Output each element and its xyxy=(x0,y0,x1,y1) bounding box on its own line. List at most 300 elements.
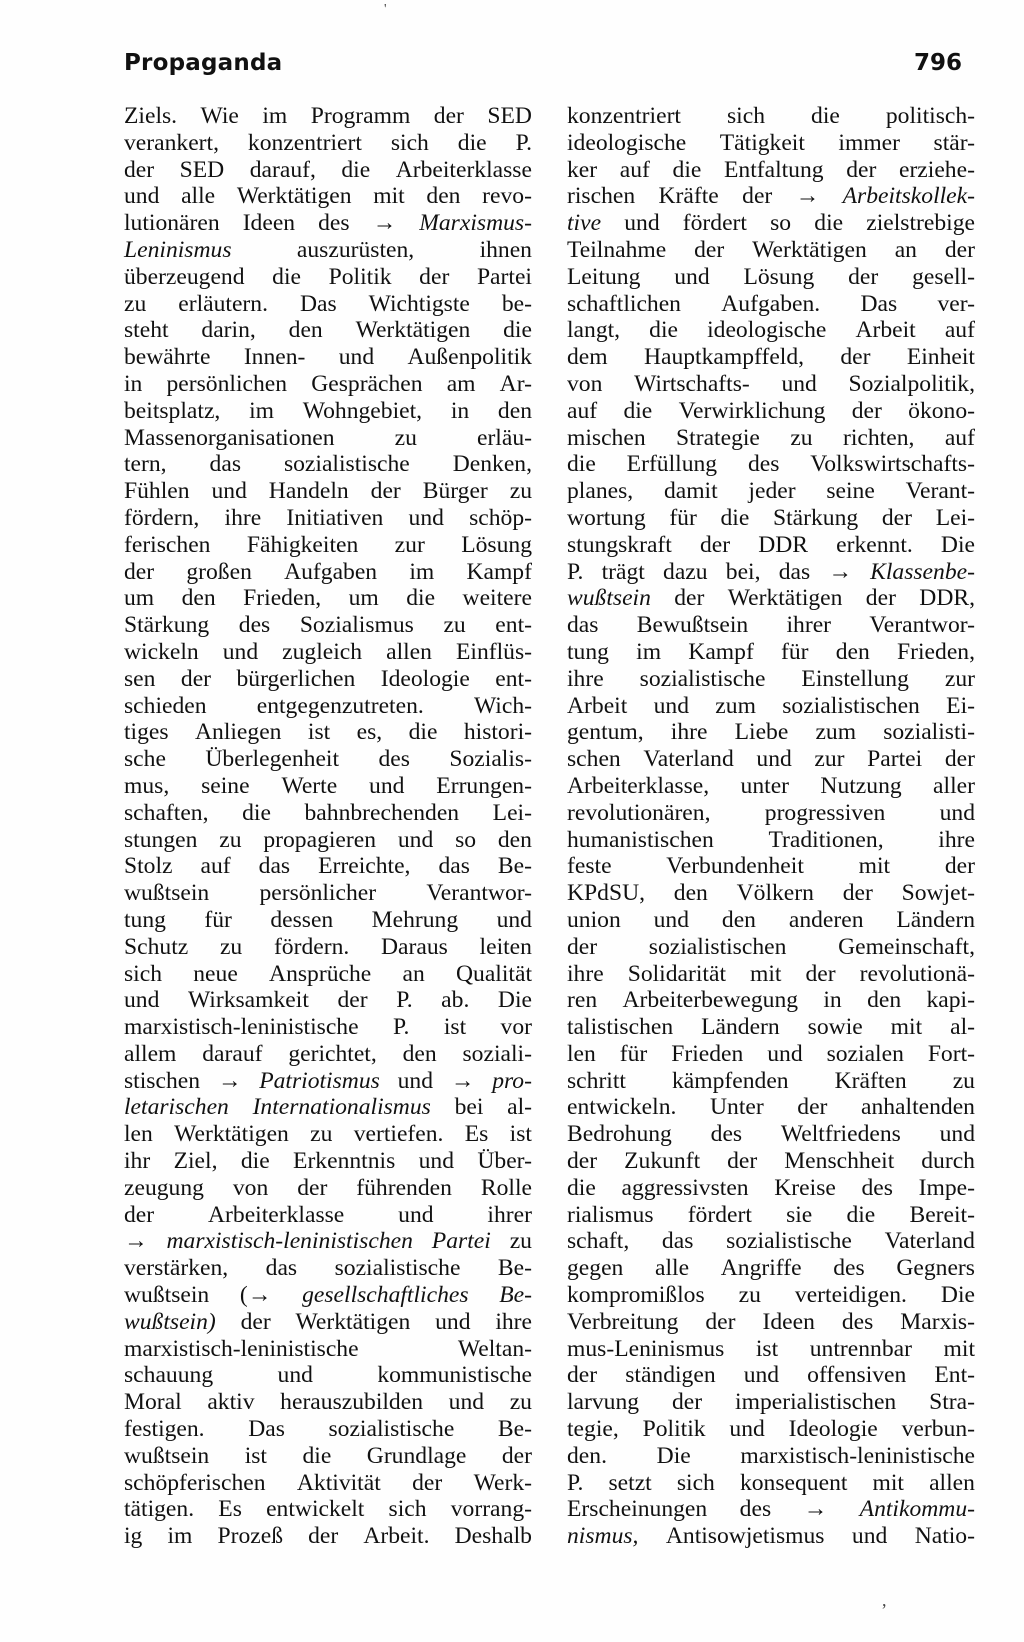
word: die xyxy=(240,1148,270,1175)
word: Ziel, xyxy=(173,1148,218,1175)
word: auf xyxy=(619,156,650,183)
word: des xyxy=(833,1255,865,1282)
word: und xyxy=(674,263,710,290)
word: konzentriert xyxy=(567,103,681,129)
text-line xyxy=(124,1255,532,1282)
word: Kräften xyxy=(834,1067,907,1094)
word: und xyxy=(418,1148,455,1175)
word: so xyxy=(770,210,792,237)
word: zu xyxy=(394,424,417,451)
text-line xyxy=(567,853,975,880)
text-line xyxy=(567,1470,975,1497)
word: darin, xyxy=(201,317,256,344)
text-line xyxy=(124,1202,532,1229)
word: ig xyxy=(124,1523,143,1550)
word: des xyxy=(318,210,350,237)
text-line xyxy=(567,1148,975,1175)
word: Moral xyxy=(124,1389,182,1416)
word: bahnbrechenden xyxy=(304,799,460,826)
word: der xyxy=(124,1201,155,1228)
text-line xyxy=(567,1014,975,1041)
word: der xyxy=(842,880,873,907)
word: zur xyxy=(944,665,975,692)
word: führenden xyxy=(356,1174,452,1201)
word: al- xyxy=(950,1014,975,1041)
word: wußtsein xyxy=(124,1282,210,1309)
text-line xyxy=(124,1175,532,1202)
word: marxistisch-leninistische xyxy=(124,1335,359,1362)
text-line xyxy=(567,1416,975,1443)
word: sie xyxy=(786,1201,813,1228)
word: zu xyxy=(219,933,243,960)
word: von xyxy=(232,1174,269,1201)
word: der xyxy=(848,263,879,290)
word: den xyxy=(497,397,532,424)
word: der xyxy=(742,183,773,210)
word: revolutionä- xyxy=(859,960,975,987)
word: zu xyxy=(790,424,813,451)
word: politisch- xyxy=(885,103,975,129)
word: für xyxy=(204,906,232,933)
text-line xyxy=(124,827,532,854)
word: Denken, xyxy=(452,451,532,478)
word: Verantwor- xyxy=(426,880,532,907)
word: um xyxy=(348,585,379,612)
word: auf xyxy=(944,317,975,344)
italic-word: Arbeitskollek- xyxy=(842,183,975,210)
text-line xyxy=(567,264,975,291)
word: alle xyxy=(181,183,216,210)
word: Vaterland xyxy=(884,1228,975,1255)
word: beitsplatz, xyxy=(124,397,221,424)
word: soziali- xyxy=(462,1040,532,1067)
word: zugleich xyxy=(282,638,363,665)
word: zu xyxy=(443,612,466,639)
word: Prozeß xyxy=(217,1523,283,1550)
word: das xyxy=(438,853,470,880)
word: darauf xyxy=(202,1040,263,1067)
word: P. xyxy=(396,987,413,1014)
word: der xyxy=(705,1308,736,1335)
word: stungskraft xyxy=(567,531,672,558)
word: des xyxy=(861,1174,893,1201)
text-line xyxy=(567,532,975,559)
word: ent- xyxy=(495,665,532,692)
word: Ideen xyxy=(242,210,296,237)
word: setzt xyxy=(608,1469,652,1496)
text-line xyxy=(124,987,532,1014)
word: fördert xyxy=(682,210,747,237)
word: um xyxy=(124,585,155,612)
word: Werte xyxy=(281,772,338,799)
text-line xyxy=(567,1336,975,1363)
text-line xyxy=(124,1121,532,1148)
word: mit xyxy=(872,1469,904,1496)
word: aller xyxy=(933,772,975,799)
word: im xyxy=(262,103,288,129)
word: stär- xyxy=(933,129,975,156)
word: wußtsein xyxy=(124,880,210,907)
word: die xyxy=(302,1442,332,1469)
scan-speck-mark: ' xyxy=(384,2,387,17)
word: allen xyxy=(929,1469,975,1496)
word: auf xyxy=(200,853,231,880)
word: den xyxy=(181,585,216,612)
text-line xyxy=(567,1255,975,1282)
word: Kreise xyxy=(774,1174,836,1201)
word: dessen xyxy=(270,906,334,933)
word: Hauptkampffeld, xyxy=(643,344,805,371)
word: der xyxy=(840,344,871,371)
word: den xyxy=(835,638,870,665)
word: Die xyxy=(940,1282,975,1309)
word: Arbeit. xyxy=(363,1523,430,1550)
word: SED xyxy=(179,156,225,183)
word: zum xyxy=(815,719,857,746)
word: gerichtet, xyxy=(288,1040,377,1067)
word: darauf, xyxy=(249,156,316,183)
word: tung xyxy=(124,906,166,933)
word: und xyxy=(435,1308,471,1335)
word: Verant- xyxy=(905,478,975,505)
word: Antisowjetismus xyxy=(665,1523,825,1550)
word: Initiativen xyxy=(286,504,384,531)
text-line xyxy=(567,719,975,746)
word: Wirtschafts- xyxy=(634,370,750,397)
word: Stärkung xyxy=(124,612,210,639)
word: ihre xyxy=(567,960,604,987)
word: mit xyxy=(750,960,782,987)
word: mit xyxy=(890,1014,923,1041)
text-line xyxy=(124,291,532,318)
word: vor xyxy=(500,1014,532,1041)
word: Arbeiterbewegung xyxy=(622,987,799,1014)
text-line xyxy=(124,317,532,344)
word: ferischen xyxy=(124,531,211,558)
word: Das xyxy=(248,1416,285,1443)
word: den xyxy=(497,826,532,853)
word: konzentriert xyxy=(247,129,362,156)
word: Anliegen xyxy=(194,719,282,746)
word: die xyxy=(623,397,653,424)
text-line xyxy=(124,157,532,184)
word: konsequent xyxy=(739,1469,848,1496)
word: und xyxy=(653,906,690,933)
word: histori- xyxy=(463,719,532,746)
word: ent- xyxy=(495,612,532,639)
word: planes, xyxy=(567,478,634,505)
word: verstärken, xyxy=(124,1255,229,1282)
text-line xyxy=(567,451,975,478)
text-line xyxy=(567,130,975,157)
word: allem xyxy=(124,1040,177,1067)
text-line xyxy=(567,800,975,827)
word: im xyxy=(167,1523,193,1550)
word: für xyxy=(669,504,697,531)
word: am xyxy=(446,370,476,397)
word: Traditionen, xyxy=(768,826,884,853)
text-line xyxy=(124,478,532,505)
word: der xyxy=(240,1308,271,1335)
text-line xyxy=(567,1121,975,1148)
word: stungen xyxy=(124,826,198,853)
word: Errungen- xyxy=(436,772,532,799)
word: zeugung xyxy=(124,1174,204,1201)
word: der xyxy=(944,853,975,880)
text-line xyxy=(567,371,975,398)
text-line xyxy=(567,183,975,210)
text-line xyxy=(567,1041,975,1068)
word: ihre xyxy=(938,826,975,853)
text-line xyxy=(567,666,975,693)
word: herauszubilden xyxy=(280,1389,423,1416)
word: vorrang- xyxy=(450,1496,532,1523)
word: es, xyxy=(356,719,383,746)
word: des xyxy=(238,612,271,639)
word: und xyxy=(124,183,160,210)
text-line xyxy=(567,1443,975,1470)
word: ren xyxy=(567,987,598,1014)
word: Tätigkeit xyxy=(719,129,805,156)
word: Kräfte xyxy=(658,183,719,210)
word: Aktivität xyxy=(296,1469,381,1496)
word: schaften, xyxy=(124,799,209,826)
word: Aufgaben. xyxy=(721,290,821,317)
word: Sozialis- xyxy=(449,746,532,773)
word: sich xyxy=(390,129,429,156)
word: des xyxy=(841,1308,874,1335)
word: unter xyxy=(740,772,790,799)
word: die xyxy=(272,263,301,290)
word: fördert xyxy=(687,1201,752,1228)
word: und xyxy=(211,478,247,505)
word: gegen xyxy=(567,1255,624,1282)
word: Die xyxy=(940,531,975,558)
word: Kampf xyxy=(688,638,754,665)
word: ihnen xyxy=(479,236,532,263)
word: die xyxy=(406,585,436,612)
text-line xyxy=(567,827,975,854)
word: Erreichte, xyxy=(318,853,411,880)
word: auf xyxy=(944,424,975,451)
word: DDR xyxy=(758,531,809,558)
word: der xyxy=(124,156,155,183)
word: im xyxy=(249,397,274,424)
word: Ansprüche xyxy=(269,960,372,987)
word: Bürger xyxy=(422,478,488,505)
word: gentum, xyxy=(567,719,644,746)
word: → xyxy=(124,1228,148,1255)
word: ihre xyxy=(567,665,604,692)
word: Partei xyxy=(867,746,923,773)
word: persönlichen xyxy=(166,370,288,397)
word: mit xyxy=(858,853,891,880)
word: Erscheinungen xyxy=(567,1496,708,1523)
italic-word: Be- xyxy=(499,1282,532,1309)
word: zur xyxy=(814,746,845,773)
word: Politik xyxy=(328,263,392,290)
text-line xyxy=(567,880,975,907)
word: be- xyxy=(501,290,532,317)
word: rialismus xyxy=(567,1201,654,1228)
word: Verbreitung xyxy=(567,1308,679,1335)
word: die xyxy=(567,1174,596,1201)
word: sich xyxy=(388,1496,427,1523)
word: Gesprächen xyxy=(311,370,423,397)
word: Ideologie xyxy=(380,665,470,692)
word: und xyxy=(222,638,259,665)
word: Stra- xyxy=(929,1389,975,1416)
word: Arbeiterklasse, xyxy=(567,772,710,799)
word: der xyxy=(308,1523,339,1550)
word: rischen xyxy=(567,183,636,210)
word: Einstellung xyxy=(801,665,909,692)
word: der xyxy=(433,103,464,129)
word: zu xyxy=(124,290,147,317)
word: zu xyxy=(952,1067,975,1094)
italic-word: Partei xyxy=(431,1228,491,1255)
text-line xyxy=(124,264,532,291)
word: ihre xyxy=(495,1308,532,1335)
text-line xyxy=(124,398,532,425)
word: bürgerlichen xyxy=(236,665,356,692)
text-line xyxy=(567,237,975,264)
text-line xyxy=(124,773,532,800)
word: Frieden, xyxy=(243,585,322,612)
word: damit xyxy=(663,478,718,505)
word: aggressivsten xyxy=(621,1174,749,1201)
italic-word: wußtsein xyxy=(567,585,651,612)
word: Ar- xyxy=(499,370,532,397)
word: der xyxy=(180,665,212,692)
word: Ländern xyxy=(701,1014,780,1041)
text-line xyxy=(124,1523,532,1550)
word: seine xyxy=(826,478,875,505)
word: len xyxy=(567,1040,596,1067)
word: der xyxy=(865,585,896,612)
word: tung xyxy=(567,638,609,665)
word: der xyxy=(944,746,975,773)
word: Überlegenheit xyxy=(205,746,340,773)
word: der xyxy=(501,1442,532,1469)
word: mit xyxy=(943,1335,975,1362)
word: und xyxy=(781,370,817,397)
word: Zukunft xyxy=(624,1148,701,1175)
word: der xyxy=(567,933,598,960)
text-line xyxy=(124,1362,532,1389)
word: richten, xyxy=(843,424,915,451)
word: ver- xyxy=(937,290,975,317)
word: entwickelt xyxy=(266,1496,365,1523)
text-line xyxy=(567,1068,975,1095)
word: gesell- xyxy=(912,263,975,290)
word: der xyxy=(805,960,836,987)
word: für xyxy=(619,1040,648,1067)
text-line xyxy=(124,1389,532,1416)
word: und xyxy=(743,1362,780,1389)
word: und xyxy=(277,1362,313,1389)
italic-word: Klassenbe- xyxy=(870,558,975,585)
word: alle xyxy=(655,1255,690,1282)
word: Lösung xyxy=(743,263,815,290)
text-line xyxy=(567,1496,975,1523)
word: das xyxy=(778,558,811,585)
text-line xyxy=(124,1228,532,1255)
word: der xyxy=(694,236,725,263)
word: und xyxy=(939,799,975,826)
word: revo- xyxy=(482,183,532,210)
text-line xyxy=(567,103,975,130)
word: Bewußtsein xyxy=(636,612,749,639)
word: Lei- xyxy=(492,799,532,826)
word: (→ xyxy=(239,1282,272,1309)
text-line xyxy=(567,907,975,934)
text-line xyxy=(567,1362,975,1389)
word: und xyxy=(369,772,405,799)
text-line xyxy=(124,425,532,452)
word: Handeln xyxy=(268,478,349,505)
word: ihrer xyxy=(786,612,832,639)
word: P. xyxy=(393,1014,410,1041)
text-line xyxy=(124,880,532,907)
word: durch xyxy=(921,1148,975,1175)
word: Marxis- xyxy=(900,1308,975,1335)
word: und xyxy=(398,1201,434,1228)
text-line xyxy=(124,559,532,586)
word: den xyxy=(402,1040,437,1067)
word: schöp- xyxy=(469,504,532,531)
word: progressiven xyxy=(764,799,886,826)
word: Menschheit xyxy=(784,1148,895,1175)
word: Be- xyxy=(497,1255,532,1282)
word: schaftlichen xyxy=(567,290,681,317)
word: und xyxy=(851,1523,888,1550)
word: → xyxy=(828,558,852,585)
word: union xyxy=(567,906,621,933)
text-line xyxy=(567,934,975,961)
word: sozialistische xyxy=(283,451,410,478)
text-line xyxy=(567,157,975,184)
left-text-column xyxy=(124,103,532,1550)
italic-word: wußtsein) xyxy=(124,1308,216,1335)
word: Ideen xyxy=(762,1308,815,1335)
word: Leitung xyxy=(567,263,641,290)
word: Fähigkeiten xyxy=(246,531,359,558)
word: Weltan- xyxy=(457,1335,532,1362)
word: KPdSU, xyxy=(567,880,646,907)
word: verbun- xyxy=(901,1416,975,1443)
word: sozialistische xyxy=(639,665,766,692)
word: ist xyxy=(443,1014,467,1041)
word: Lösung xyxy=(461,531,532,558)
word: Rolle xyxy=(480,1174,532,1201)
word: Strategie xyxy=(676,424,760,451)
word: im xyxy=(636,638,662,665)
word: ab. xyxy=(441,987,470,1014)
word: entwickeln. xyxy=(567,1094,677,1121)
word: entgegenzutreten. xyxy=(256,692,424,719)
word: der xyxy=(567,1362,598,1389)
word: persönlicher xyxy=(259,880,377,907)
word: ist xyxy=(755,1335,779,1362)
word: allen xyxy=(386,638,432,665)
text-line xyxy=(567,961,975,988)
word: und xyxy=(496,906,532,933)
word: die xyxy=(672,156,702,183)
word: des xyxy=(378,746,410,773)
word: die xyxy=(814,210,844,237)
word: der xyxy=(337,987,368,1014)
